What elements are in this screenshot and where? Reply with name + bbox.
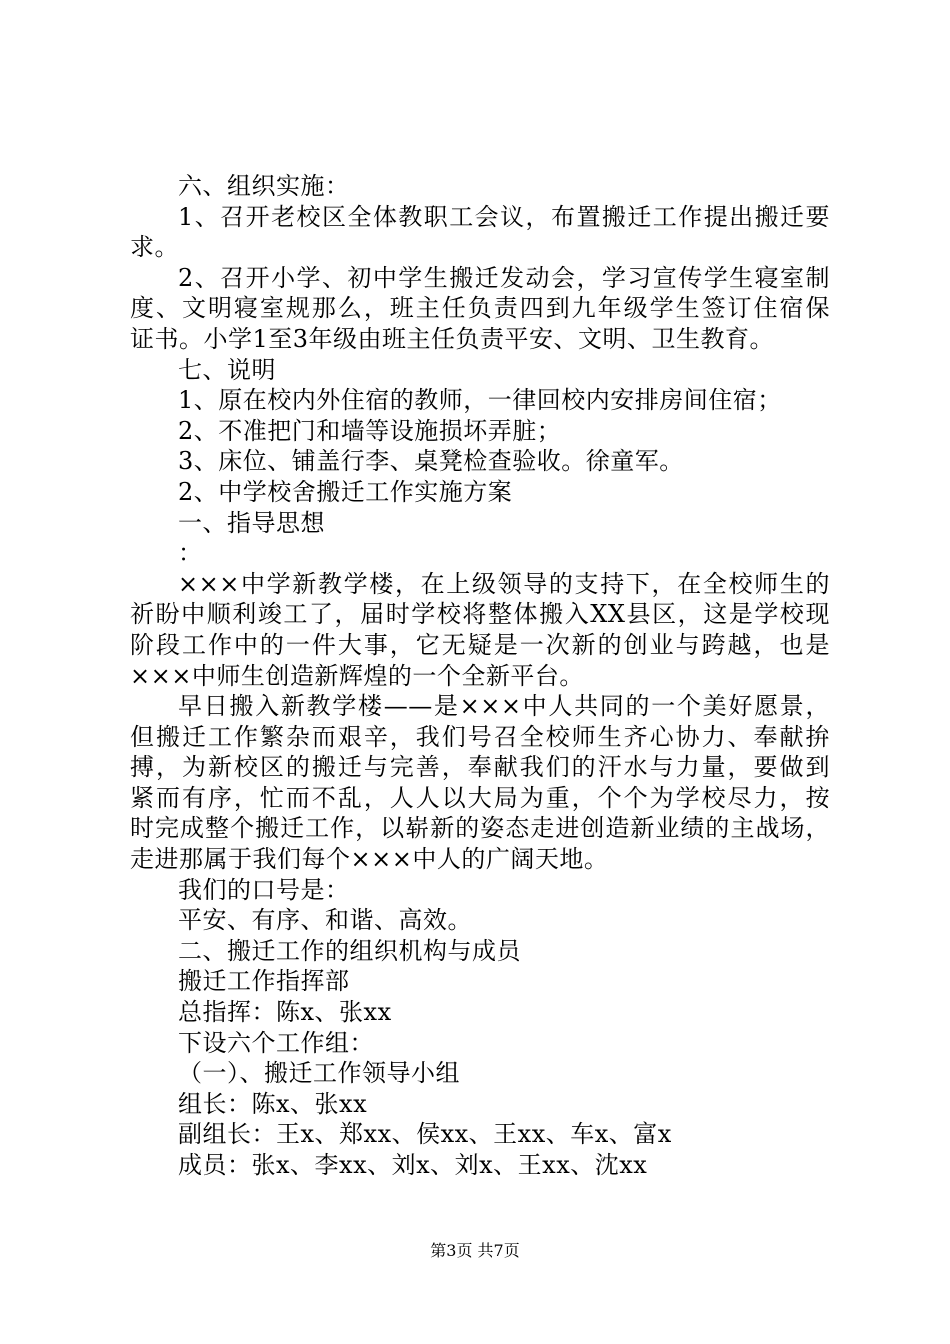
paragraph-line: ×××中学新教学楼，在上级领导的支持下，在全校师生的 xyxy=(178,569,830,598)
section-heading-notes: 七、说明 xyxy=(178,355,276,384)
paragraph-line: 祈盼中顺利竣工了，届时学校将整体搬入XX县区，这是学校现 xyxy=(130,600,830,629)
paragraph-line: 度、文明寝室规那么，班主任负责四到九年级学生签订住宿保 xyxy=(130,294,830,323)
paragraph-line: ×××中师生创造新辉煌的一个全新平台。 xyxy=(130,661,584,690)
paragraph-line: 成员：张x、李xx、刘x、刘x、王xx、沈xx xyxy=(178,1151,648,1179)
paragraph-line: 1、召开老校区全体教职工会议，布置搬迁工作提出搬迁要 xyxy=(178,202,830,231)
paragraph-line: 走进那属于我们每个×××中人的广阔天地。 xyxy=(130,845,609,874)
paragraph-line: 组长：陈x、张xx xyxy=(178,1089,368,1118)
slogan-line: 平安、有序、和谐、高效。 xyxy=(178,906,472,935)
section-heading-organization-members: 二、搬迁工作的组织机构与成员 xyxy=(178,936,521,965)
paragraph-line: 我们的口号是： xyxy=(178,875,350,904)
paragraph-line: 阶段工作中的一件大事，它无疑是一次新的创业与跨越，也是 xyxy=(130,630,830,659)
document-body xyxy=(130,171,830,1181)
paragraph-line: 搬迁工作指挥部 xyxy=(178,967,350,996)
paragraph-line: 求。 xyxy=(130,233,179,262)
paragraph-line: 下设六个工作组： xyxy=(178,1028,374,1057)
document-subtitle: 2、中学校舍搬迁工作实施方案 xyxy=(178,477,513,506)
paragraph-line: 总指挥：陈x、张xx xyxy=(178,998,392,1027)
paragraph-line: 2、不准把门和墙等设施损坏弄脏； xyxy=(178,416,562,445)
paragraph-line: 3、床位、铺盖行李、桌凳检查验收。徐童军。 xyxy=(178,447,684,476)
paragraph-line: ： xyxy=(178,539,203,568)
paragraph-line: 1、原在校内外住宿的教师，一律回校内安排房间住宿； xyxy=(178,386,782,415)
section-heading-guiding-ideology: 一、指导思想 xyxy=(178,508,325,537)
paragraph-line: 紧而有序，忙而不乱，人人以大局为重，个个为学校尽力，按 xyxy=(130,783,830,812)
subsection-heading-leadership-group: （一）、搬迁工作领导小组 xyxy=(178,1059,460,1088)
paragraph-line: 2、召开小学、初中学生搬迁发动会，学习宣传学生寝室制 xyxy=(178,263,830,292)
paragraph-line: 搏，为新校区的搬迁与完善，奉献我们的汗水与力量，要做到 xyxy=(130,753,830,782)
paragraph-line: 证书。小学1至3年级由班主任负责平安、文明、卫生教育。 xyxy=(130,324,775,353)
paragraph-line: 但搬迁工作繁杂而艰辛，我们号召全校师生齐心协力、奉献拚 xyxy=(130,722,830,751)
page-number-footer: 第3页 共7页 xyxy=(430,1241,520,1260)
section-heading-organization: 六、组织实施： xyxy=(178,172,350,200)
paragraph-line: 时完成整个搬迁工作，以崭新的姿态走进创造新业绩的主战场， xyxy=(130,814,830,843)
paragraph-line: 早日搬入新教学楼——是×××中人共同的一个美好愿景， xyxy=(178,692,830,721)
paragraph-line: 副组长：王x、郑xx、侯xx、王xx、车x、富x xyxy=(178,1120,672,1149)
